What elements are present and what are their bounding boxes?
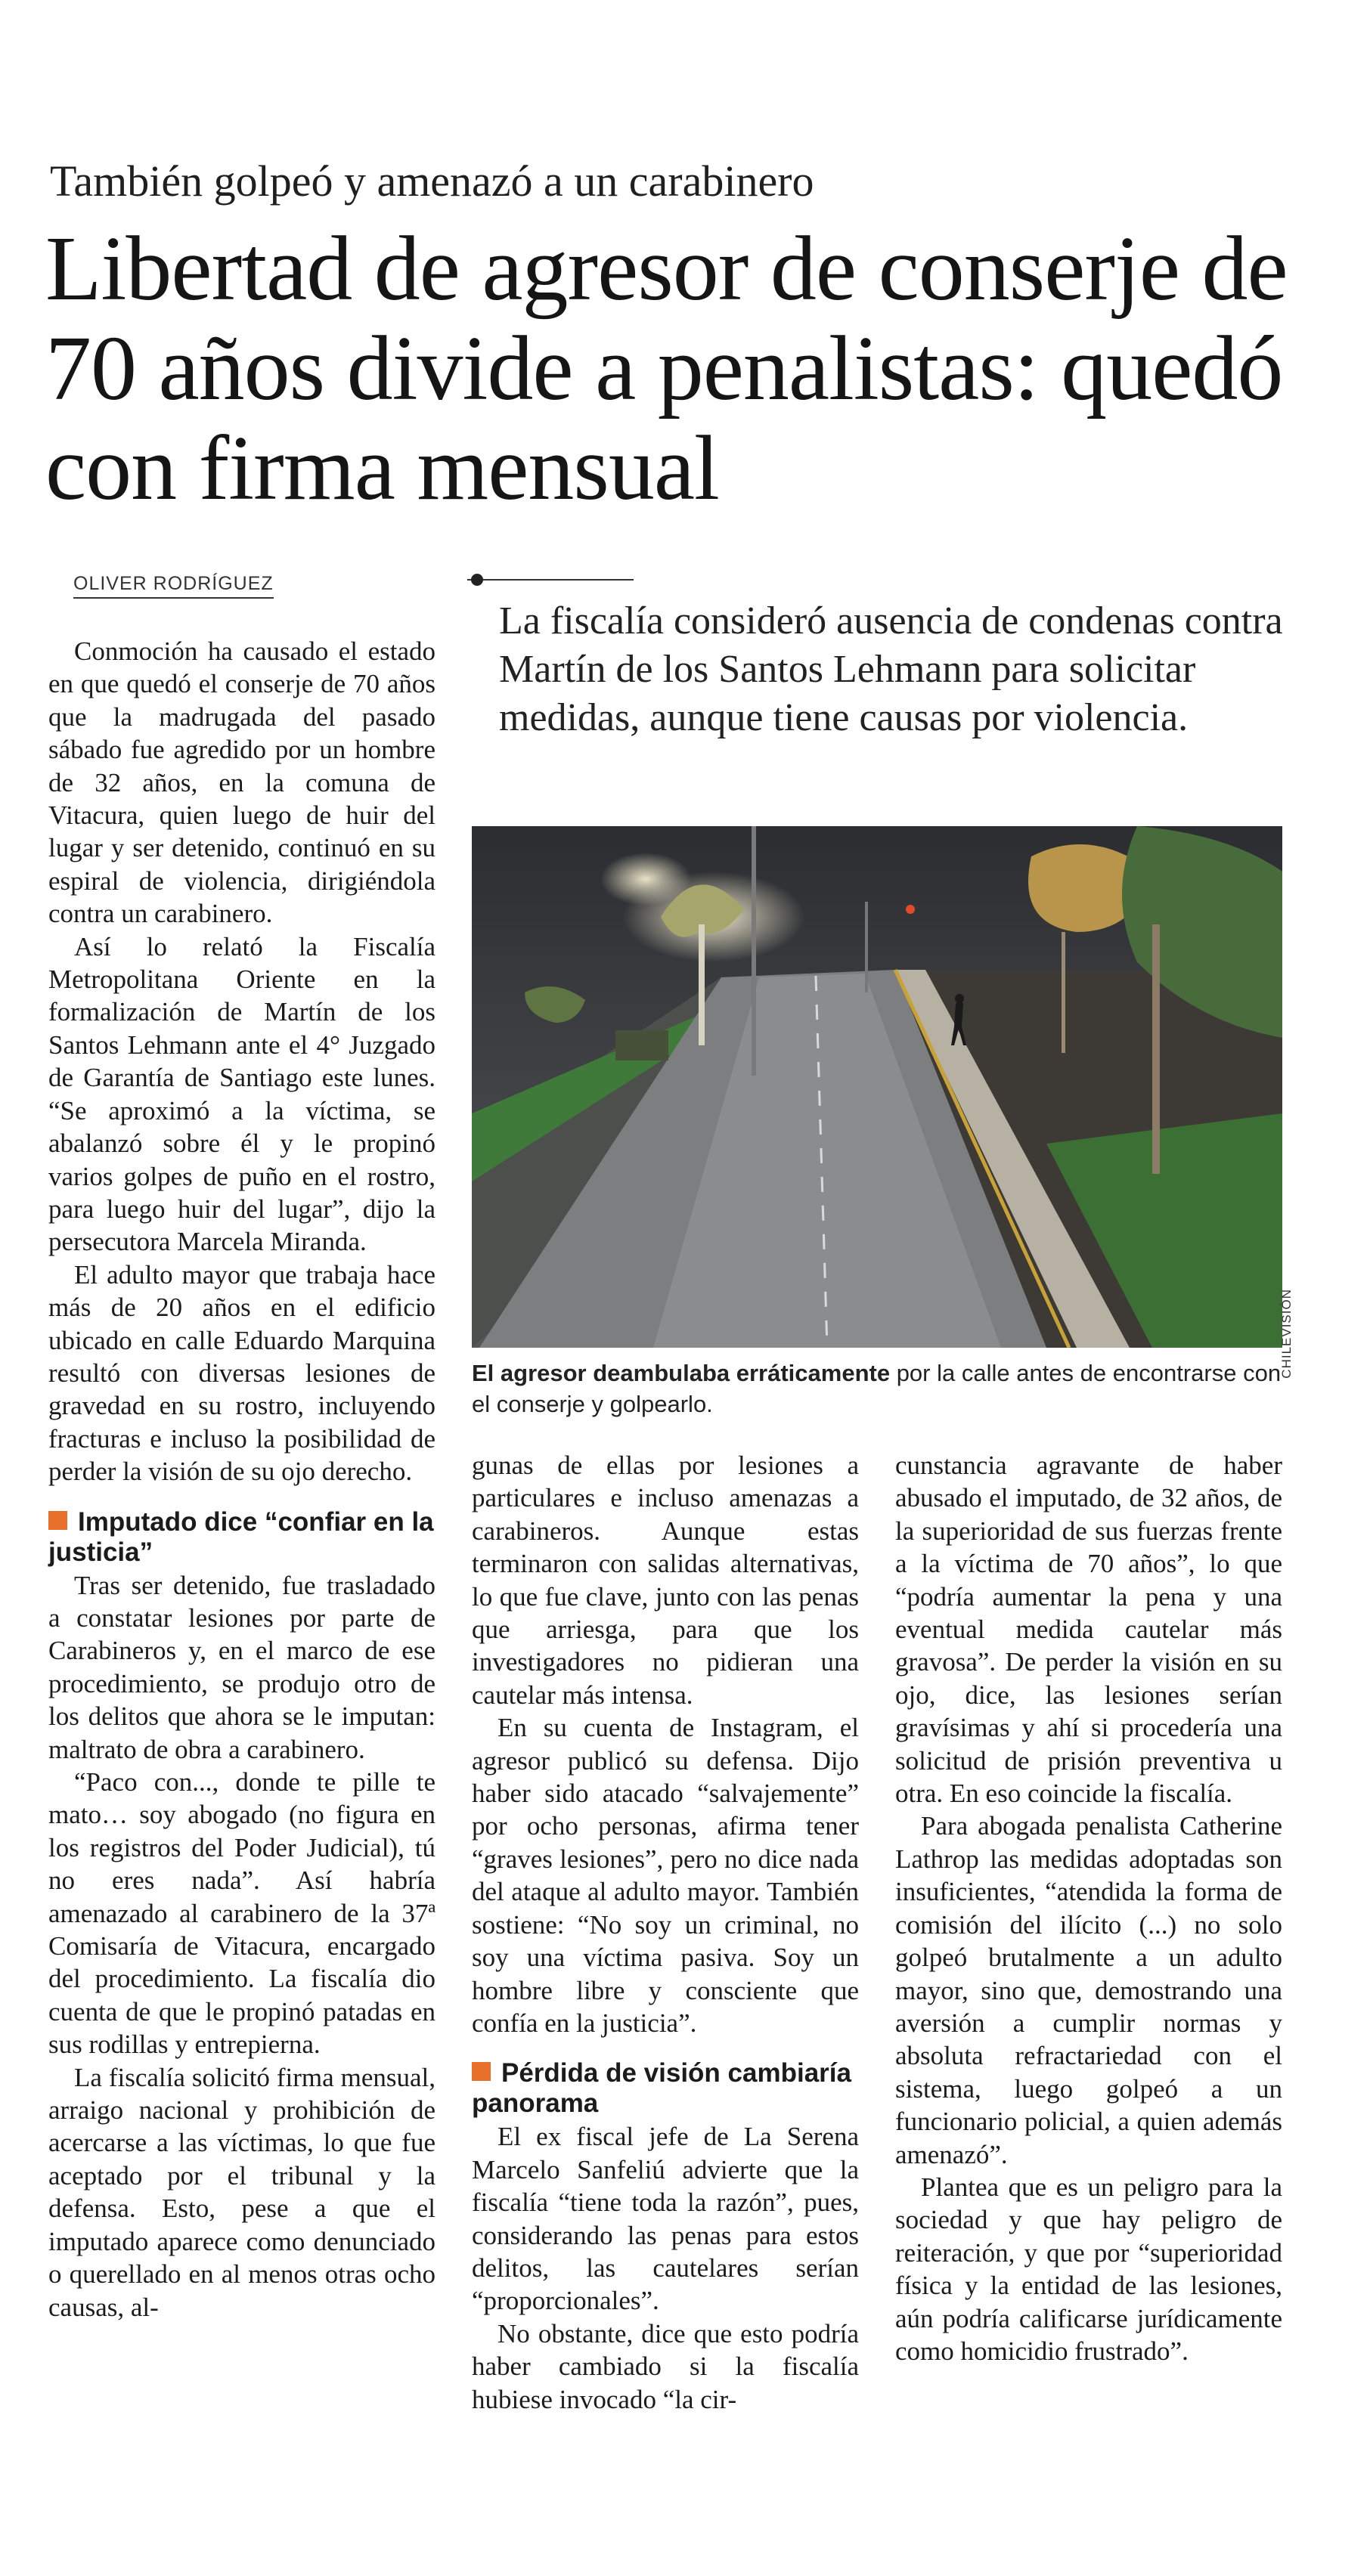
- paragraph: “Paco con..., donde te pille te mato… soy abogado (no figura en los registros del Poder Judicial), tú no eres nada”. Así habría amenazado al carabinero de la 37ª Comisaría de Vitacura, encargado del procedimiento. La fiscalía dio cuenta de que le propinó patadas en sus rodillas y entrepierna.: [48, 1767, 435, 2060]
- subheading-text: Imputado dice “confiar en la justicia”: [48, 1506, 434, 1567]
- caption-lead: El agresor deambulaba erráticamente: [472, 1360, 891, 1386]
- subheading-text: Pérdida de visión cambiaría panorama: [472, 2058, 851, 2119]
- paragraph: Tras ser detenido, fue trasladado a constatar lesiones por parte de Carabineros y, en el marco de ese procedimiento, se produjo otro de los delitos que ahora se le imputan: maltrato de obra a carabinero.: [48, 1570, 435, 1764]
- paragraph: El adulto mayor que trabaja hace más de 20 años en el edificio ubicado en calle Eduardo Marquina resultó con diversas lesiones de gravedad en su rostro, incluyendo fracturas e incluso la posibilidad de perder la visión de su ojo derecho.: [48, 1259, 435, 1487]
- byline: OLIVER RODRÍGUEZ: [73, 573, 274, 599]
- deck: La fiscalía consideró ausencia de condenas contra Martín de los Santos Lehmann para solicitar medidas, aunque tiene causas por violencia.: [499, 599, 1283, 739]
- column-1: [48, 635, 435, 2324]
- subheading: [48, 1507, 435, 1568]
- photo-caption: [472, 1358, 1296, 1420]
- paragraph: El ex fiscal jefe de La Serena Marcelo Sanfeliú advierte que la fiscalía “tiene toda la razón”, pues, considerando las penas para estos delitos, las cautelares serían “proporcionales”.: [472, 2122, 859, 2316]
- deck-dot: [471, 574, 483, 586]
- subheading: [472, 2058, 859, 2119]
- paragraph: No obstante, dice que esto podría haber cambiado si la fiscalía hubiese invocado “la cir-: [472, 2318, 859, 2414]
- caption-text: por la calle antes de encontrarse con el conserje y golpearlo.: [472, 1360, 1282, 1417]
- column-2: [472, 1449, 859, 2416]
- square-marker-icon: [48, 1511, 67, 1530]
- column-3: [895, 1449, 1282, 2367]
- paragraph: Conmoción ha causado el estado en que quedó el conserje de 70 años que la madrugada del pasado sábado fue agredido por un hombre de 32 años, en la comuna de Vitacura, quien luego de huir del lugar y ser detenido, continuó en su espiral de violencia, dirigiéndola contra un carabinero.: [48, 636, 435, 929]
- kicker: También golpeó y amenazó a un carabinero: [50, 156, 814, 206]
- photo-credit: CHILEVISIÓN: [1279, 1289, 1294, 1379]
- paragraph: Para abogada penalista Catherine Lathrop las medidas adoptadas son insuficientes, “atendida la forma de comisión del ilícito (...) no solo golpeó brutalmente a un adulto mayor, sino que, demostrando una aversión a cumplir normas y absoluta refractariedad con el sistema, luego golpeó a un funcionario policial, a quien además amenazó”.: [895, 1811, 1282, 2169]
- headline: Libertad de agresor de conserje de 70 años divide a penalistas: quedó con firma mensual: [45, 218, 1288, 519]
- paragraph: En su cuenta de Instagram, el agresor publicó su defensa. Dijo haber sido atacado “salvajemente” por ocho personas, afirma tener “graves lesiones”, pero no dice nada del ataque al adulto mayor. También sostiene: “No soy un criminal, no soy una víctima pasiva. Soy un hombre libre y consciente que confía en la justicia”.: [472, 1713, 859, 2038]
- deck-rule: [467, 579, 634, 581]
- square-marker-icon: [472, 2062, 491, 2081]
- paragraph: Así lo relató la Fiscalía Metropolitana Oriente en la formalización de Martín de los Santos Lehmann ante el 4° Juzgado de Garantía de Santiago este lunes. “Se aproximó a la víctima, se abalanzó sobre él y le propinó varios golpes de puño en el rostro, para luego huir del lugar”, dijo la persecutora Marcela Miranda.: [48, 931, 435, 1257]
- street-night-scene: [472, 826, 1282, 1348]
- paragraph: cunstancia agravante de haber abusado el imputado, de 32 años, de la superioridad de sus fuerzas frente a la víctima de 70 años”, lo que “podría aumentar la pena y una eventual medida cautelar más gravosa”. De perder la visión en su ojo, dice, las lesiones serían gravísimas y ahí si procedería una solicitud de prisión preventiva u otra. En eso coincide la fiscalía.: [895, 1451, 1282, 1809]
- paragraph: Plantea que es un peligro para la sociedad y que hay peligro de reiteración, y que por “superioridad física y la entidad de las lesiones, aún podría calificarse jurídicamente como homicidio frustrado”.: [895, 2172, 1282, 2366]
- paragraph: La fiscalía solicitó firma mensual, arraigo nacional y prohibición de acercarse a las víctimas, lo que fue aceptado por el tribunal y la defensa. Esto, pese a que el imputado aparece como denunciado o querellado en al menos otras ocho causas, al-: [48, 2062, 435, 2322]
- article-photo: [472, 826, 1282, 1348]
- paragraph: gunas de ellas por lesiones a particulares e incluso amenazas a carabineros. Aunque estas terminaron con salidas alternativas, lo que fue clave, junto con las penas que arriesga, para que los investigadores no pidieran una cautelar más intensa.: [472, 1451, 859, 1710]
